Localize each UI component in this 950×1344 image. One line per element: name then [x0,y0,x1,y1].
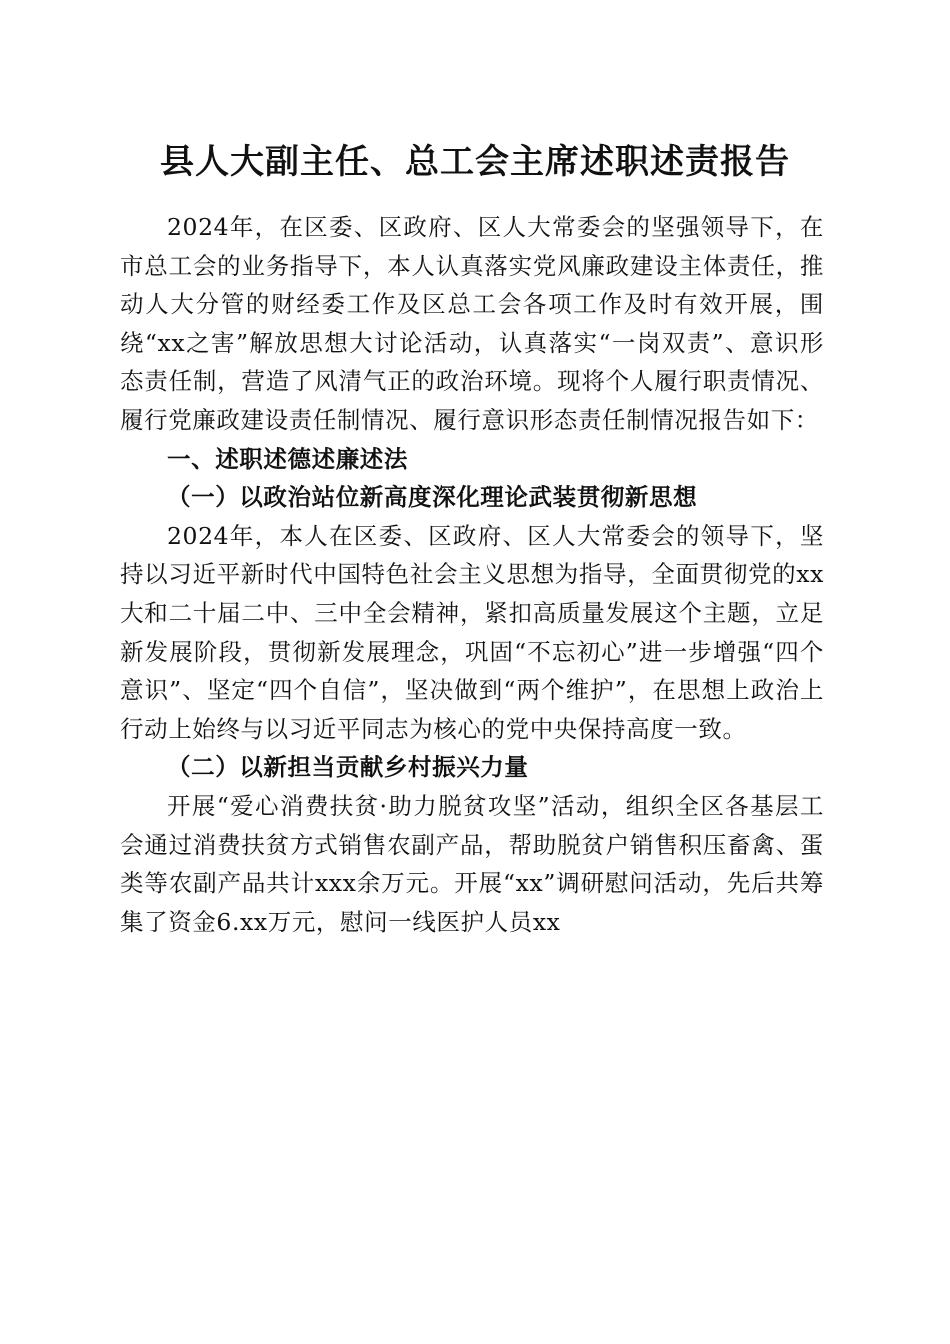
document-title: 县人大副主任、总工会主席述职述责报告 [160,142,790,182]
subsection-heading-1: （一）以政治站位新高度深化理论武装贯彻新思想 [167,483,698,512]
subsection-1-paragraph: 2024年，本人在区委、区政府、区人大常委会的领导下，坚持以习近平新时代中国特色社会主义思想为指导，全面贯彻党的xx大和二十届二中、三中全会精神，紧扣高质量发展这个主题，立足新发展阶段，贯彻新发展理念，巩固“不忘初心”进一步增强“四个意识”、坚定“四个自信”，坚决做到“两个维护”，在思想上政治上行动上始终与以习近平同志为核心的党中央保持高度一致。 [120,521,824,743]
subsection-heading-2: （二）以新担当贡献乡村振兴力量 [167,753,529,782]
section-heading-1: 一、述职述德述廉述法 [167,444,408,473]
subsection-2-paragraph: 开展“爱心消费扶贫·助力脱贫攻坚”活动，组织全区各基层工会通过消费扶贫方式销售农副产品，帮助脱贫户销售积压畜禽、蛋类等农副产品共计xxx余万元。开展“xx”调研慰问活动，先后共筹集了资金6.xx万元，慰问一线医护人员xx [120,791,824,936]
document-body [120,208,824,941]
intro-paragraph: 2024年，在区委、区政府、区人大常委会的坚强领导下，在市总工会的业务指导下，本人认真落实党风廉政建设主体责任，推动人大分管的财经委工作及区总工会各项工作及时有效开展，围绕“xx之害”解放思想大讨论活动，认真落实“一岗双责”、意识形态责任制，营造了风清气正的政治环境。现将个人履行职责情况、履行党廉政建设责任制情况、履行意识形态责任制情况报告如下： [120,213,824,434]
